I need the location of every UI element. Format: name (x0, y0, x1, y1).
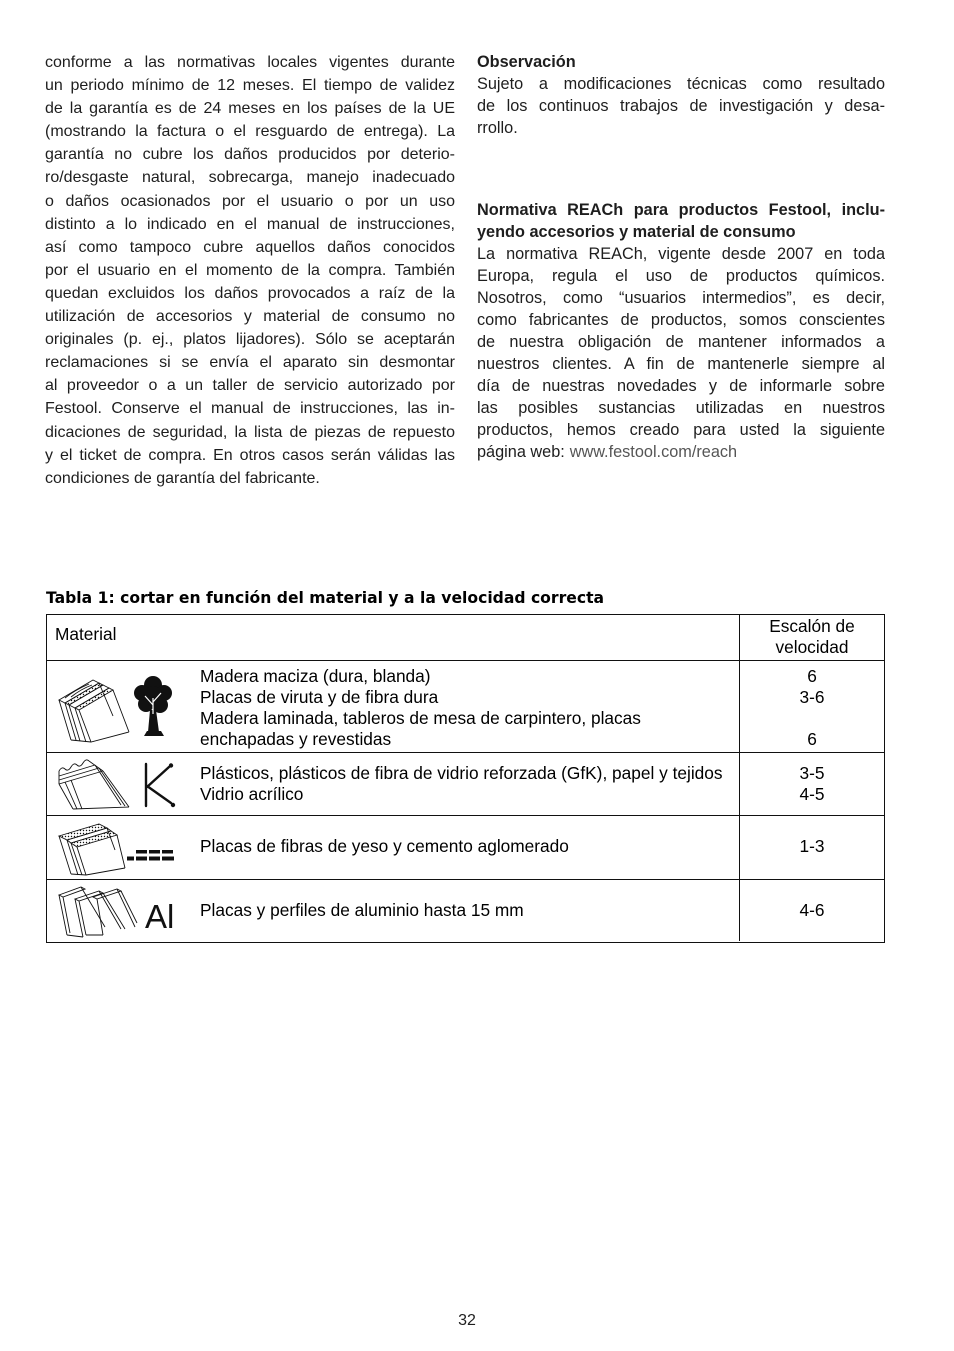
material-cell (47, 753, 739, 815)
reach-text-line: Nosotros, como “usuarios intermedios”, es decir, (477, 289, 885, 307)
header-speed-line: velocidad (775, 637, 849, 657)
reach-web-line (477, 441, 885, 463)
material-line: Plásticos, plásticos de fibra de vidrio reforzada (GfK), papel y tejidos (200, 763, 723, 783)
warranty-text-line: de la garantía es de 24 meses en los países de la UE (45, 100, 455, 118)
warranty-text-line: originales (p. ej., platos lijadores). Sólo se aceptarán (45, 331, 455, 349)
material-line: Vidrio acrílico (200, 784, 304, 804)
k-symbol-dot (171, 803, 175, 807)
header-material: Material (55, 624, 117, 644)
wood-tree-icon (55, 672, 180, 744)
speed-value: 6 (807, 729, 817, 749)
reach-text-line: productos, hemos creado para usted la siguiente (477, 421, 885, 439)
reach-text-line: de nuestra obligación de mantener informados a (477, 333, 885, 351)
speed-values (740, 753, 884, 805)
table-row (47, 752, 884, 815)
header-speed-line: Escalón de (769, 616, 855, 636)
material-line: Placas y perfiles de aluminio hasta 15 mm (200, 900, 524, 920)
reach-heading (477, 199, 885, 243)
material-line: Madera laminada, tableros de mesa de carpintero, placas (200, 708, 641, 728)
material-text (200, 661, 641, 750)
aluminium-icon (55, 883, 180, 939)
warranty-text-line: reclamaciones si se envía el aparato sin desmontar (45, 354, 455, 372)
speed-cell (739, 816, 884, 879)
header-speed-cell (739, 615, 884, 660)
observation-section (477, 51, 885, 139)
header-material-cell (47, 615, 739, 660)
k-symbol (146, 764, 171, 806)
speed-value: 6 (807, 666, 817, 686)
speed-value: 4-6 (799, 900, 825, 920)
warranty-text-line: distinto a lo indicado en el manual de instrucciones, (45, 215, 455, 233)
reach-text-line: como fabricantes de productos, somos conscientes (477, 311, 885, 329)
aluminium-symbol-text: Al (145, 898, 175, 935)
warranty-text-line: garantía no cubre los daños producidos por deterio- (45, 146, 455, 164)
speed-value (740, 708, 884, 729)
table-header-row (47, 615, 884, 660)
speed-value: 3-5 (799, 763, 825, 783)
warranty-text-line: conforme a las normativas locales vigentes durante (45, 54, 455, 71)
material-line: Placas de fibras de yeso y cemento aglomerado (200, 836, 569, 856)
speed-values (740, 880, 884, 921)
material-text (200, 816, 569, 857)
warranty-text-line: y el ticket de compra. En otros casos serán válidas las (45, 446, 455, 464)
table-row (47, 660, 884, 752)
wood-planks-drawing (59, 680, 129, 742)
material-line: Madera maciza (dura, blanda) (200, 666, 431, 686)
warranty-text-line: (mostrando la factura o el resguardo de entrega). La (45, 123, 455, 141)
warranty-text-line: ro/desgaste natural, sobrecarga, manejo inadecuado (45, 169, 455, 187)
speed-cell (739, 661, 884, 752)
table-title: Tabla 1: cortar en función del material y a la velocidad correcta (46, 589, 605, 607)
reach-section (477, 199, 885, 463)
reach-text-line: las posibles sustancias utilizadas en nuestros (477, 399, 885, 417)
reach-heading-line: Normativa REACh para productos Festool, inclu- (477, 201, 885, 219)
speed-value: 3-6 (799, 687, 825, 707)
speed-value: 1-3 (799, 836, 825, 856)
observation-body (477, 73, 885, 139)
plastic-k-icon (55, 759, 180, 813)
table-row (47, 815, 884, 879)
reach-url: www.festool.com/reach (569, 443, 738, 461)
speed-values (740, 816, 884, 857)
material-text (200, 880, 524, 921)
speed-table (46, 614, 885, 943)
slabs-drawing (59, 824, 125, 875)
warranty-text-line: Festool. Conserve el manual de instrucciones, las in- (45, 400, 455, 418)
observation-heading: Observación (477, 53, 576, 71)
reach-text-line: La normativa REACh, vigente desde 2007 en toda (477, 245, 885, 263)
speed-value: 4-5 (799, 784, 825, 804)
k-symbol-dot (169, 763, 173, 767)
warranty-text-column (45, 51, 455, 490)
warranty-text-line: así como tampoco cubre aquellos daños conocidos (45, 238, 455, 256)
warranty-text-line: quedan excluidos los daños provocados a raíz de la (45, 284, 455, 302)
reach-heading-line: yendo accesorios y material de consumo (477, 223, 796, 241)
observation-text-line: Sujeto a modificaciones técnicas como resultado (477, 75, 885, 93)
reach-body (477, 243, 885, 441)
warranty-text-line: al proveedor o a un taller de servicio autorizado por (45, 377, 455, 395)
reach-text-line: día de nuestras novedades y de informarle sobre (477, 377, 885, 395)
aluminium-profiles-drawing (59, 887, 137, 937)
material-text (200, 753, 723, 805)
warranty-text-line: o daños ocasionados por el usuario o por un uso (45, 192, 455, 210)
page-number: 32 (458, 1312, 476, 1329)
web-label: página web: (477, 443, 565, 461)
table-row (47, 879, 884, 941)
material-cell (47, 880, 739, 941)
warranty-text-line: utilización de accesorios y material de consumo no (45, 308, 455, 326)
gypsum-cement-icon (55, 820, 180, 878)
speed-cell (739, 880, 884, 941)
observation-text-line: rrollo. (477, 119, 518, 137)
warranty-text-line: por el usuario en el momento de la compra. También (45, 261, 455, 279)
brick-symbol (127, 850, 174, 861)
plastic-sheets-drawing (59, 760, 129, 809)
observation-text-line: de los continuos trabajos de investigación y desa- (477, 97, 885, 115)
reach-text-line: nuestros clientes. A fin de mantenerle siempre al (477, 355, 885, 373)
warranty-text-line: un periodo mínimo de 12 meses. El tiempo de validez (45, 77, 455, 95)
reach-text-line: Europa, regula el uso de productos químicos. (477, 267, 885, 285)
warranty-text-line: dicaciones de seguridad, la lista de piezas de repuesto (45, 423, 455, 441)
material-cell (47, 816, 739, 879)
speed-values (740, 661, 884, 750)
header-speed (740, 615, 884, 658)
material-cell (47, 661, 739, 752)
material-line: enchapadas y revestidas (200, 729, 392, 749)
speed-cell (739, 753, 884, 815)
material-line: Placas de viruta y de fibra dura (200, 687, 439, 707)
warranty-text-line: condiciones de garantía del fabricante. (45, 469, 320, 487)
